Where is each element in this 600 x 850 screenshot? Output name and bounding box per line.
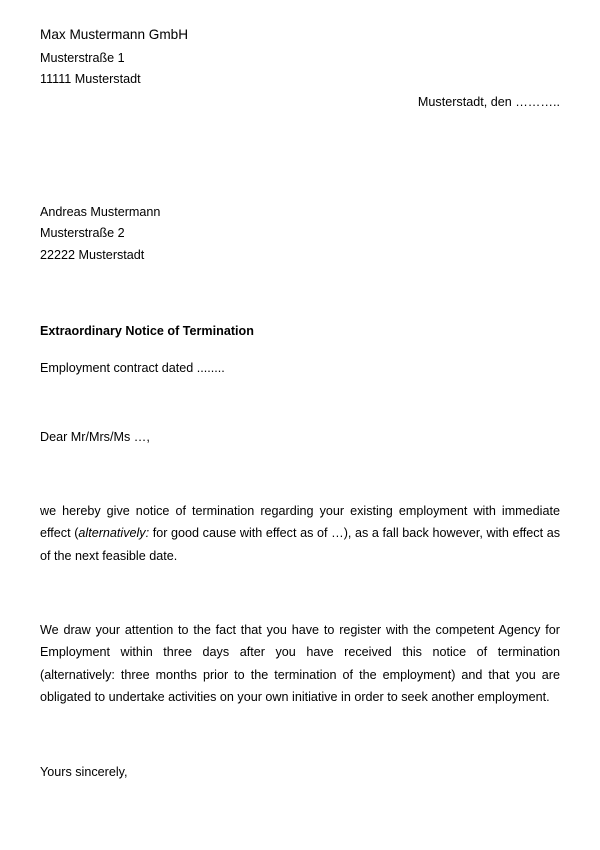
contract-reference: Employment contract dated ........ <box>40 361 225 375</box>
alternative-label: alternatively: <box>78 526 150 541</box>
recipient-street: Musterstraße 2 <box>40 226 125 240</box>
letter-subject: Extraordinary Notice of Termination <box>40 324 254 338</box>
agency-registration-paragraph: We draw your attention to the fact that you have to register with the competent Agency for Employment within three days after you have received this notice of termination (alternatively: three months prior to the termination of the employment) and that you are obligated to undertake activities on your own initiative in order to seek another employment. <box>40 623 560 704</box>
recipient-name: Andreas Mustermann <box>40 205 161 219</box>
place-and-date: Musterstadt, den ……….. <box>417 95 560 109</box>
salutation: Dear Mr/Mrs/Ms …, <box>40 430 150 444</box>
sender-company-name: Max Mustermann GmbH <box>40 27 189 42</box>
termination-text-before: we hereby give notice of termination regarding your existing employment with immediate effect ( <box>40 504 560 541</box>
sender-city: 11111 Musterstadt <box>40 72 141 86</box>
termination-text-after: for good cause with effect as of …), as a fall back however, with effect as of the next feasible date. <box>40 526 560 563</box>
termination-paragraph <box>40 500 560 567</box>
closing-phrase: Yours sincerely, <box>40 765 128 779</box>
recipient-city: 22222 Musterstadt <box>40 248 145 262</box>
sender-street: Musterstraße 1 <box>40 51 125 65</box>
